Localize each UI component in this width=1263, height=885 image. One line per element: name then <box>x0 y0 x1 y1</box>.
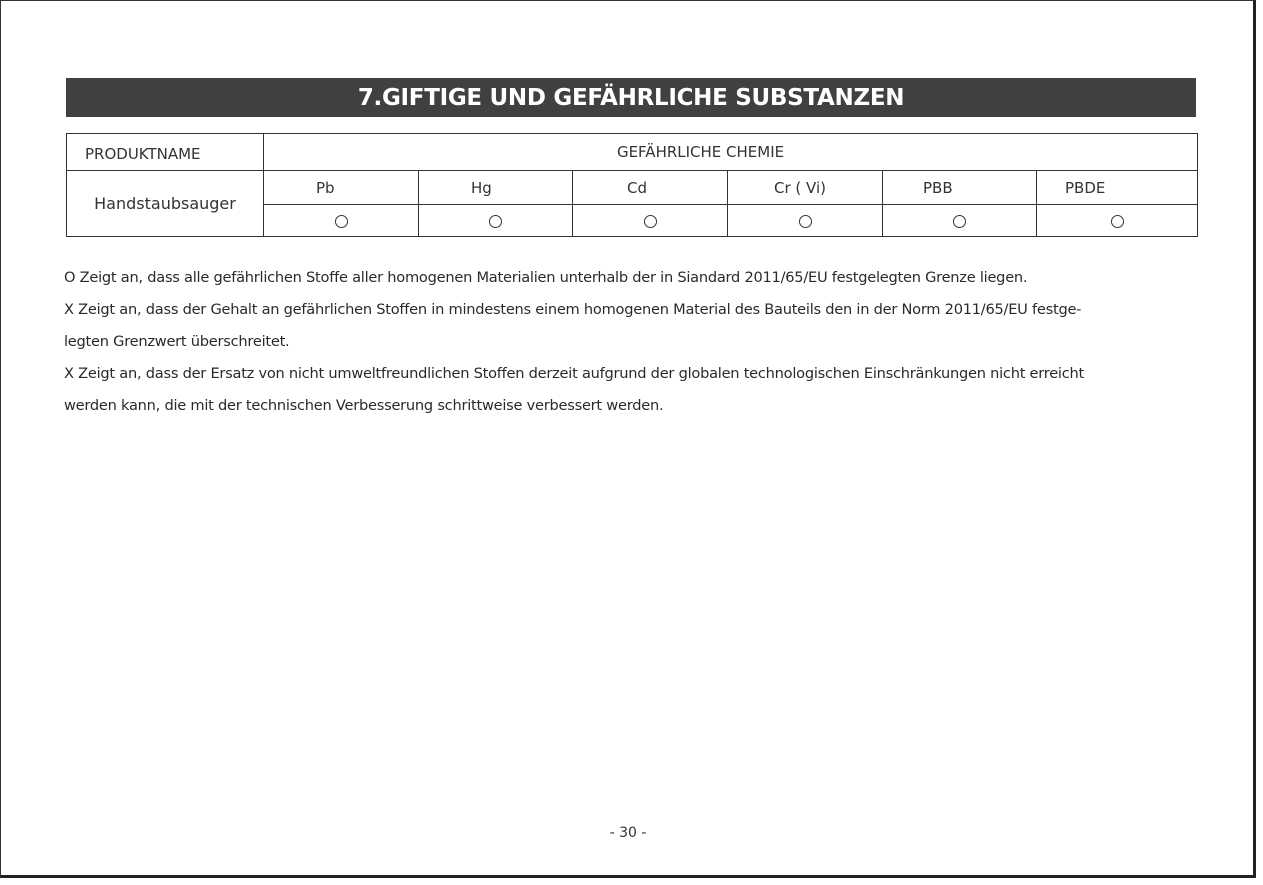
page-number: - 30 - <box>609 825 647 841</box>
chemical-header-hg: Hg <box>419 171 573 205</box>
chemical-header-cr-vi: Cr ( Vi) <box>728 171 883 205</box>
chemical-header-cd: Cd <box>573 171 728 205</box>
product-name-cell: Handstaubsauger <box>67 171 264 237</box>
chemical-header-pbde: PBDE <box>1037 171 1198 205</box>
note-line: legten Grenzwert überschreitet. <box>64 333 290 350</box>
explanatory-notes <box>64 262 1204 422</box>
compliance-mark-hg <box>419 205 573 237</box>
note-line: O Zeigt an, dass alle gefährlichen Stoffe aller homogenen Materialien unterhalb der in Siandard 2011/65/EU festgelegten Grenze liegen. <box>64 269 1028 286</box>
compliance-mark-pb <box>264 205 419 237</box>
hazardous-substances-table <box>66 133 1198 237</box>
circle-mark-icon <box>1111 215 1124 228</box>
note-line: X Zeigt an, dass der Gehalt an gefährlichen Stoffen in mindestens einem homogenen Material des Bauteils den in der Norm 2011/65/EU festge- <box>64 301 1082 318</box>
product-name-header: PRODUKTNAME <box>67 134 264 171</box>
compliance-mark-cr-vi <box>728 205 883 237</box>
circle-mark-icon <box>799 215 812 228</box>
note-line: X Zeigt an, dass der Ersatz von nicht umweltfreundlichen Stoffen derzeit aufgrund der globalen technologischen Einschränkungen nicht erreicht <box>64 365 1084 382</box>
compliance-mark-pbb <box>883 205 1037 237</box>
compliance-mark-cd <box>573 205 728 237</box>
hazardous-chemicals-header: GEFÄHRLICHE CHEMIE <box>264 134 1198 171</box>
circle-mark-icon <box>335 215 348 228</box>
circle-mark-icon <box>953 215 966 228</box>
compliance-mark-pbde <box>1037 205 1198 237</box>
table-header-row <box>67 134 1198 171</box>
circle-mark-icon <box>489 215 502 228</box>
circle-mark-icon <box>644 215 657 228</box>
section-title: 7.GIFTIGE UND GEFÄHRLICHE SUBSTANZEN <box>357 84 905 111</box>
chemical-header-pb: Pb <box>264 171 419 205</box>
note-line: werden kann, die mit der technischen Verbesserung schrittweise verbessert werden. <box>64 397 664 414</box>
section-title-bar <box>66 78 1196 117</box>
chemical-header-pbb: PBB <box>883 171 1037 205</box>
chemical-names-row <box>67 171 1198 205</box>
